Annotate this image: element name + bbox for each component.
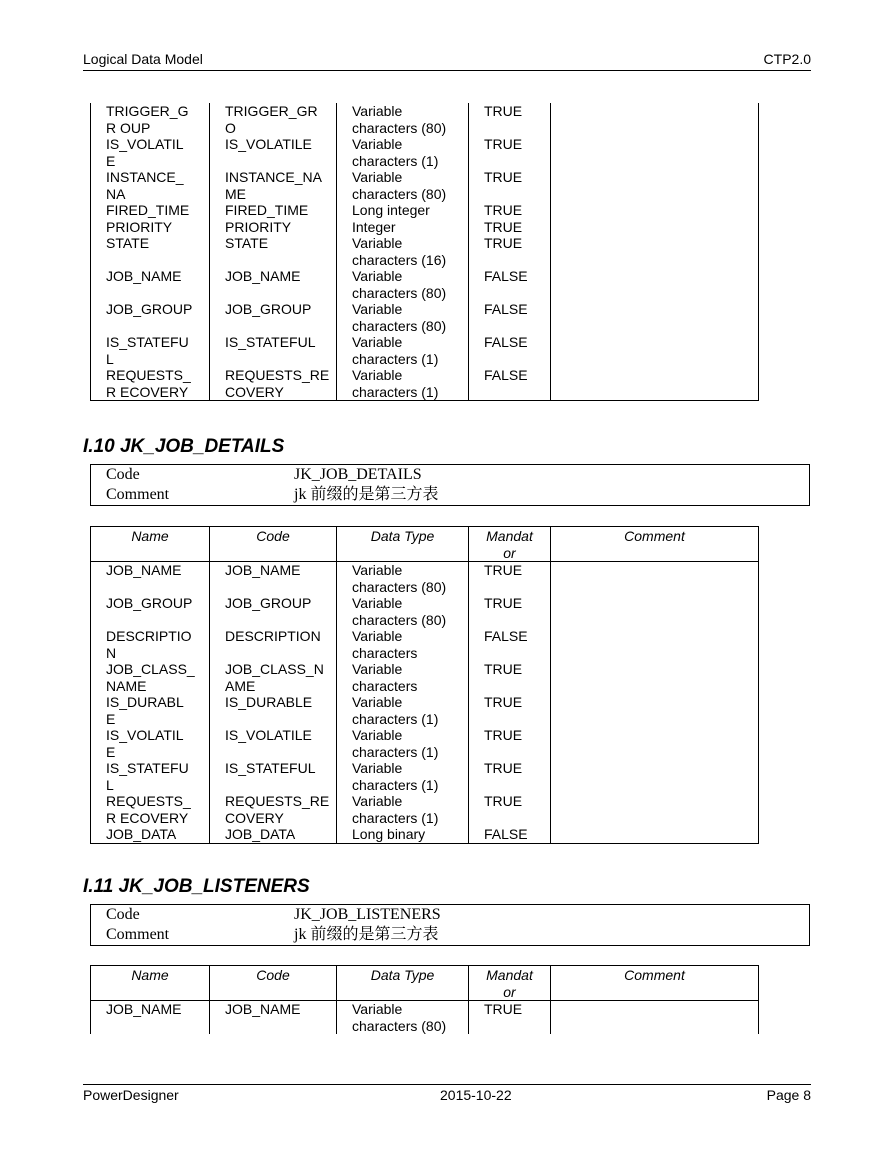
cell-mandatory: TRUE (469, 136, 551, 169)
cell-type: Variable characters (16) (337, 235, 469, 268)
cell-mandatory: TRUE (469, 103, 551, 136)
cell-type: Variable characters (1) (337, 793, 469, 826)
code-value: JK_JOB_LISTENERS (294, 906, 441, 923)
info-table-jk-job-listeners (90, 904, 810, 946)
cell-comment (551, 793, 759, 826)
cell-name: STATE (91, 235, 210, 268)
cell-name: REQUESTS_ R ECOVERY (91, 793, 210, 826)
cell-name: IS_VOLATIL E (91, 727, 210, 760)
cell-mandatory: FALSE (469, 268, 551, 301)
header-rule (83, 70, 811, 71)
cell-comment (551, 136, 759, 169)
table-row (91, 268, 759, 301)
code-value: JK_JOB_DETAILS (294, 466, 422, 483)
cell-comment (551, 760, 759, 793)
cell-type: Long integer (337, 202, 469, 219)
cell-type: Variable characters (1) (337, 760, 469, 793)
table-row (91, 103, 759, 136)
comment-label: Comment (106, 926, 170, 943)
cell-name: IS_VOLATIL E (91, 136, 210, 169)
section-title-jk-job-listeners: I.11 JK_JOB_LISTENERS (83, 876, 310, 897)
cell-type: Integer (337, 219, 469, 236)
cell-code: IS_STATEFUL (210, 760, 337, 793)
comment-label: Comment (106, 486, 170, 503)
cell-type: Variable characters (80) (337, 103, 469, 136)
col-header-mandatory: Mandat or (469, 527, 551, 562)
cell-comment (551, 727, 759, 760)
cell-code: FIRED_TIME (210, 202, 337, 219)
cell-name: PRIORITY (91, 219, 210, 236)
table-row (91, 826, 759, 843)
cell-type: Variable characters (80) (337, 268, 469, 301)
table-row (91, 301, 759, 334)
code-label: Code (106, 466, 140, 483)
cell-code: STATE (210, 235, 337, 268)
cell-mandatory: TRUE (469, 793, 551, 826)
cell-mandatory: TRUE (469, 727, 551, 760)
cell-comment (551, 169, 759, 202)
cell-mandatory: FALSE (469, 301, 551, 334)
cell-code: JOB_NAME (210, 268, 337, 301)
cell-mandatory: TRUE (469, 760, 551, 793)
table-row (91, 760, 759, 793)
cell-mandatory: TRUE (469, 169, 551, 202)
cell-type: Variable characters (1) (337, 727, 469, 760)
header-version: CTP2.0 (763, 51, 811, 67)
footer-tool: PowerDesigner (83, 1087, 179, 1103)
table-row (91, 219, 759, 236)
cell-code: JOB_GROUP (210, 595, 337, 628)
footer-date: 2015-10-22 (440, 1087, 512, 1103)
col-header-code: Code (210, 966, 337, 1001)
cell-name: JOB_GROUP (91, 301, 210, 334)
cell-comment (551, 694, 759, 727)
columns-table-jk-job-details (90, 526, 759, 844)
table-row (91, 334, 759, 367)
cell-mandatory: FALSE (469, 628, 551, 661)
cell-code: DESCRIPTION (210, 628, 337, 661)
cell-mandatory: FALSE (469, 334, 551, 367)
info-table-jk-job-details (90, 464, 810, 506)
cell-mandatory: TRUE (469, 595, 551, 628)
cell-mandatory: TRUE (469, 235, 551, 268)
cell-type: Variable characters (80) (337, 595, 469, 628)
col-header-code: Code (210, 527, 337, 562)
cell-type: Variable characters (80) (337, 562, 469, 596)
cell-name: JOB_DATA (91, 826, 210, 843)
table-row (91, 793, 759, 826)
cell-name: DESCRIPTIO N (91, 628, 210, 661)
cell-code: JOB_GROUP (210, 301, 337, 334)
table-row (91, 136, 759, 169)
cell-code: TRIGGER_GR O (210, 103, 337, 136)
table-row (91, 562, 759, 596)
cell-comment (551, 268, 759, 301)
cell-code: INSTANCE_NA ME (210, 169, 337, 202)
cell-mandatory: TRUE (469, 694, 551, 727)
code-label: Code (106, 906, 140, 923)
cell-name: TRIGGER_G R OUP (91, 103, 210, 136)
footer-rule (83, 1084, 811, 1085)
cell-type: Variable characters (1) (337, 334, 469, 367)
section-title-jk-job-details: I.10 JK_JOB_DETAILS (83, 436, 285, 457)
col-header-name: Name (91, 527, 210, 562)
cell-type: Variable characters (80) (337, 1001, 469, 1035)
columns-table-jk-job-listeners (90, 965, 759, 1034)
table-continued-columns (90, 103, 759, 401)
cell-mandatory: TRUE (469, 219, 551, 236)
cell-type: Variable characters (337, 661, 469, 694)
cell-mandatory: TRUE (469, 202, 551, 219)
cell-code: REQUESTS_RE COVERY (210, 367, 337, 401)
cell-type: Variable characters (80) (337, 169, 469, 202)
footer-page-number: Page 8 (766, 1087, 811, 1103)
table-row (91, 694, 759, 727)
cell-name: JOB_NAME (91, 268, 210, 301)
cell-code: IS_VOLATILE (210, 727, 337, 760)
cell-comment (551, 1001, 759, 1035)
cell-code: JOB_CLASS_N AME (210, 661, 337, 694)
cell-comment (551, 103, 759, 136)
cell-name: JOB_GROUP (91, 595, 210, 628)
table-row (91, 661, 759, 694)
cell-name: FIRED_TIME (91, 202, 210, 219)
cell-mandatory: TRUE (469, 562, 551, 596)
cell-comment (551, 202, 759, 219)
cell-code: JOB_NAME (210, 1001, 337, 1035)
cell-mandatory: FALSE (469, 826, 551, 843)
comment-value: jk 前缀的是第三方表 (294, 926, 439, 943)
table-row (91, 367, 759, 401)
comment-value: jk 前缀的是第三方表 (294, 486, 439, 503)
cell-code: IS_STATEFUL (210, 334, 337, 367)
cell-code: IS_DURABLE (210, 694, 337, 727)
cell-mandatory: FALSE (469, 367, 551, 401)
table-row (91, 169, 759, 202)
cell-name: IS_DURABL E (91, 694, 210, 727)
cell-mandatory: TRUE (469, 1001, 551, 1035)
cell-name: INSTANCE_ NA (91, 169, 210, 202)
cell-comment (551, 628, 759, 661)
table-row (91, 1001, 759, 1035)
cell-comment (551, 235, 759, 268)
cell-code: REQUESTS_RE COVERY (210, 793, 337, 826)
cell-comment (551, 367, 759, 401)
cell-comment (551, 661, 759, 694)
cell-comment (551, 301, 759, 334)
cell-name: JOB_NAME (91, 562, 210, 596)
table-row (91, 202, 759, 219)
cell-comment (551, 334, 759, 367)
table-row (91, 235, 759, 268)
table-row (91, 628, 759, 661)
cell-type: Long binary (337, 826, 469, 843)
cell-code: PRIORITY (210, 219, 337, 236)
cell-type: Variable characters (1) (337, 694, 469, 727)
cell-comment (551, 826, 759, 843)
header-doc-title: Logical Data Model (83, 51, 203, 67)
cell-comment (551, 562, 759, 596)
cell-name: JOB_NAME (91, 1001, 210, 1035)
cell-type: Variable characters (80) (337, 301, 469, 334)
table-row (91, 595, 759, 628)
cell-mandatory: TRUE (469, 661, 551, 694)
col-header-comment: Comment (551, 966, 759, 1001)
cell-code: JOB_DATA (210, 826, 337, 843)
cell-type: Variable characters (337, 628, 469, 661)
cell-code: JOB_NAME (210, 562, 337, 596)
cell-name: IS_STATEFU L (91, 760, 210, 793)
cell-code: IS_VOLATILE (210, 136, 337, 169)
cell-comment (551, 219, 759, 236)
cell-type: Variable characters (1) (337, 136, 469, 169)
cell-name: REQUESTS_ R ECOVERY (91, 367, 210, 401)
col-header-comment: Comment (551, 527, 759, 562)
col-header-data-type: Data Type (337, 527, 469, 562)
col-header-mandatory: Mandat or (469, 966, 551, 1001)
cell-name: JOB_CLASS_ NAME (91, 661, 210, 694)
cell-comment (551, 595, 759, 628)
col-header-name: Name (91, 966, 210, 1001)
cell-type: Variable characters (1) (337, 367, 469, 401)
col-header-data-type: Data Type (337, 966, 469, 1001)
cell-name: IS_STATEFU L (91, 334, 210, 367)
table-row (91, 727, 759, 760)
